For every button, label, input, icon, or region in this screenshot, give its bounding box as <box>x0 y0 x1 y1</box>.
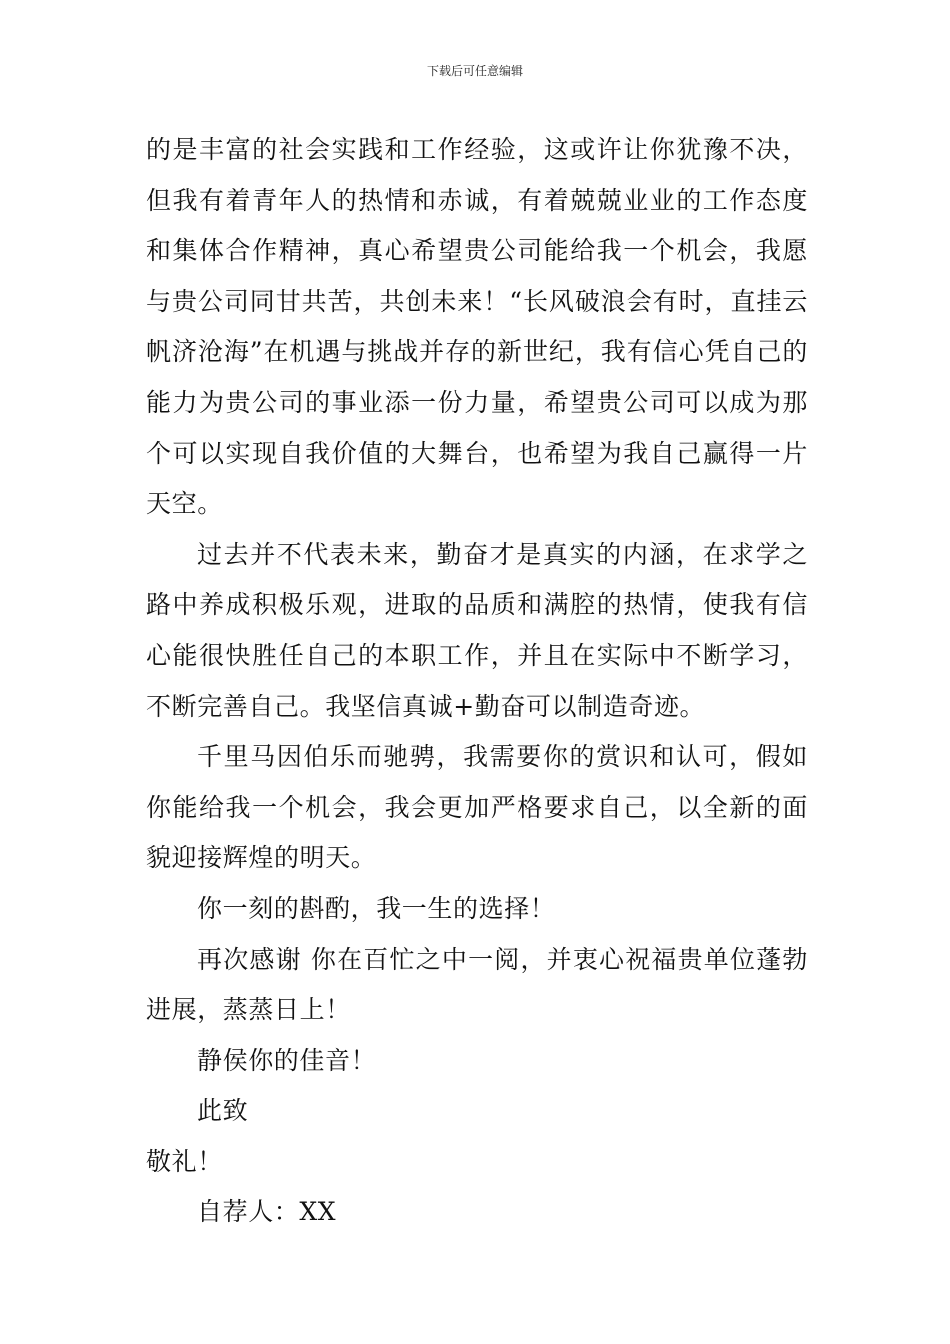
paragraph-diligence: 过去并不代表未来，勤奋才是真实的内涵，在求学之路中养成积极乐观，进取的品质和满腔的热情，使我有信心能很快胜任自己的本职工作，并且在实际中不断学习，不断完善自己。我坚信真诚+勤奋可以制造奇迹。 <box>146 539 808 721</box>
closing-cizhi: 此致 <box>197 1096 249 1126</box>
page-header: 下载后可任意编辑 <box>426 64 523 78</box>
paragraph-continuation: 的是丰富的社会实践和工作经验，这或许让你犹豫不决，但我有着青年人的热情和赤诚，有着兢兢业业的工作态度和集体合作精神，真心希望贵公司能给我一个机会，我愿与贵公司同甘共苦，共创未来！“长风破浪会有时，直挂云帆济沧海”在机遇与挑战并存的新世纪，我有信心凭自己的能力为贵公司的事业添一份力量，希望贵公司可以成为那个可以实现自我价值的大舞台，也希望为我自己赢得一片天空。 <box>146 135 808 519</box>
paragraph-await: 静侯你的佳音！ <box>197 1045 377 1075</box>
closing-salute: 敬礼！ <box>146 1146 223 1176</box>
letter-body <box>146 125 808 1238</box>
paragraph-thanks: 再次感谢 你在百忙之中一阅，并衷心祝福贵单位蓬勃进展，蒸蒸日上！ <box>146 944 808 1025</box>
paragraph-choice: 你一刻的斟酌，我一生的选择！ <box>197 893 556 923</box>
signature-line: 自荐人：XX <box>197 1197 337 1227</box>
paragraph-request: 千里马因伯乐而驰骋，我需要你的赏识和认可，假如你能给我一个机会，我会更加严格要求自己，以全新的面貌迎接辉煌的明天。 <box>146 742 808 873</box>
